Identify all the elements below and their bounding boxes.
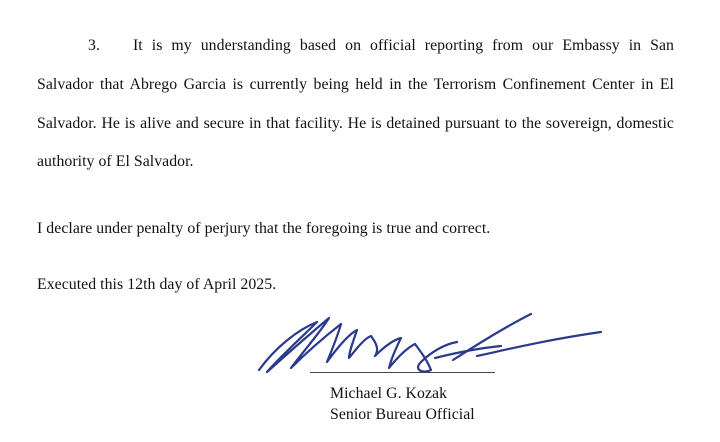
signature-image	[245, 308, 615, 388]
paragraph-line-1: It is my understanding based on official reporting from our Embassy in San	[133, 37, 674, 54]
paragraph-line-4: authority of El Salvador.	[37, 153, 194, 170]
paragraph-line-2: Salvador that Abrego Garcia is currently being held in the Terrorism Confinement Center in El	[37, 76, 674, 93]
signer-name: Michael G. Kozak	[330, 385, 448, 402]
signer-title: Senior Bureau Official	[330, 406, 475, 423]
signature-line	[310, 372, 495, 373]
execution-date: Executed this 12th day of April 2025.	[37, 276, 277, 293]
declaration-statement: I declare under penalty of perjury that the foregoing is true and correct.	[37, 220, 491, 237]
paragraph-line-3: Salvador. He is alive and secure in that facility. He is detained pursuant to the sovereign, domestic	[37, 115, 674, 132]
paragraph-number: 3.	[88, 37, 100, 54]
